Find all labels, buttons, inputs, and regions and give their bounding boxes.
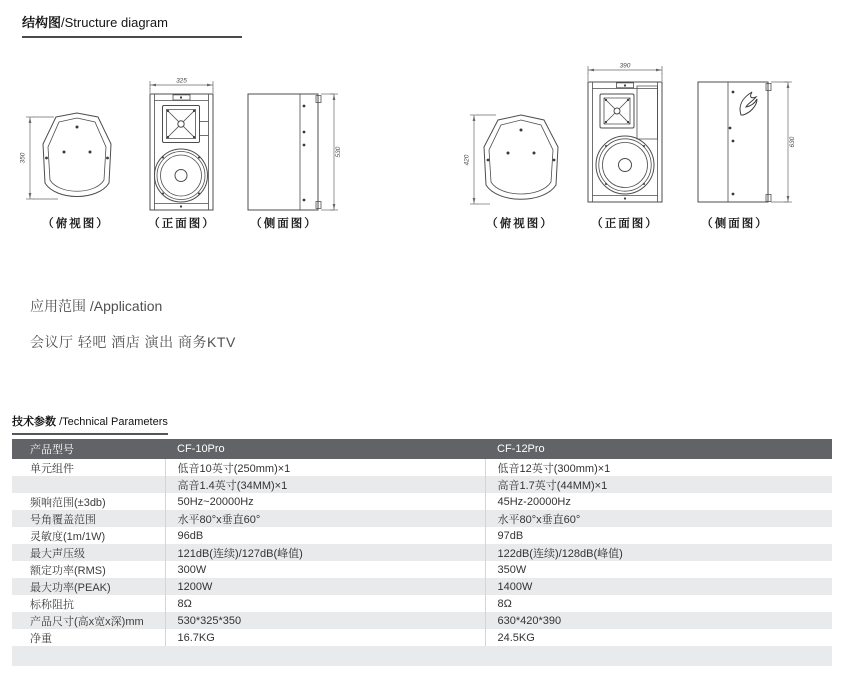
speaker1-front-dim-label: 325	[176, 77, 187, 85]
param-label-cell: 最大功率(PEAK)	[12, 578, 165, 595]
speaker1-top-dim	[26, 117, 58, 199]
speaker2-front-dim-label: 390	[619, 62, 631, 70]
param-label-cell: 额定功率(RMS)	[12, 561, 165, 578]
speaker2-woofer	[596, 84, 654, 199]
cf12-value-cell: 122dB(连续)/128dB(峰值)	[485, 544, 832, 561]
table-row	[12, 544, 832, 561]
table-row	[12, 595, 832, 612]
speaker2-top-dim	[470, 115, 496, 204]
tech-title-zh: 技术参数	[12, 416, 56, 428]
footer-empty-cell	[12, 646, 832, 666]
tech-title-en: /Technical Parameters	[59, 416, 168, 428]
speaker1-side-dim-label: 530	[335, 146, 342, 158]
cf12-value-cell: 8Ω	[485, 595, 832, 612]
speaker1-top-view-caption: （俯视图）	[42, 218, 110, 230]
speaker1-front-view	[150, 78, 213, 211]
structure-title-zh: 结构图	[22, 15, 62, 30]
tech-params-section-title	[12, 413, 168, 435]
cf10-value-cell: 低音10英寸(250mm)×1	[165, 459, 485, 476]
speaker1-side-view-caption: （侧面图）	[250, 218, 318, 230]
param-label-cell	[12, 476, 165, 493]
table-row	[12, 493, 832, 510]
structure-title-en: /Structure diagram	[61, 15, 168, 30]
cf10-value-cell: 50Hz~20000Hz	[165, 493, 485, 510]
brand-logo-mark	[740, 92, 757, 115]
table-footer-band	[12, 646, 832, 666]
speaker2-front-view-caption: （正面图）	[591, 218, 659, 230]
cf12-value-cell: 低音12英寸(300mm)×1	[485, 459, 832, 476]
structure-section-title	[22, 12, 242, 38]
cf12-value-cell: 350W	[485, 561, 832, 578]
cf10-value-cell: 1200W	[165, 578, 485, 595]
table-row	[12, 459, 832, 476]
param-label-cell: 单元组件	[12, 459, 165, 476]
table-row	[12, 527, 832, 544]
table-row	[12, 612, 832, 629]
speaker2-side-dim-label: 630	[789, 136, 796, 148]
cf12-value-cell: 45Hz-20000Hz	[485, 493, 832, 510]
cf12-value-cell: 高音1.7英寸(44MM)×1	[485, 476, 832, 493]
param-label-cell: 灵敏度(1m/1W)	[12, 527, 165, 544]
cf12-value-cell: 630*420*390	[485, 612, 832, 629]
speaker2-front-view	[588, 63, 662, 203]
cf10-value-cell: 96dB	[165, 527, 485, 544]
header-param-name: 产品型号	[12, 439, 165, 459]
speaker2-side-view-caption: （侧面图）	[701, 218, 769, 230]
speaker2-top-dim-label: 420	[463, 154, 471, 166]
cf12-value-cell: 1400W	[485, 578, 832, 595]
speaker2-horn	[600, 94, 634, 128]
cf10-value-cell: 高音1.4英寸(34MM)×1	[165, 476, 485, 493]
param-label-cell: 频响范围(±3db)	[12, 493, 165, 510]
table-row	[12, 510, 832, 527]
header-model-cf10: CF-10Pro	[165, 439, 485, 459]
speaker2-side-view	[698, 82, 796, 202]
table-row	[12, 629, 832, 646]
param-label-cell: 号角覆盖范围	[12, 510, 165, 527]
tech-params-table	[12, 439, 832, 666]
param-label-cell: 标称阻抗	[12, 595, 165, 612]
cf12-value-cell: 97dB	[485, 527, 832, 544]
cf10-value-cell: 300W	[165, 561, 485, 578]
param-label-cell: 产品尺寸(高x宽x深)mm	[12, 612, 165, 629]
table-row	[12, 578, 832, 595]
table-header-row	[12, 439, 832, 459]
cf10-value-cell: 530*325*350	[165, 612, 485, 629]
table-row	[12, 561, 832, 578]
cf10-value-cell: 水平80°x垂直60°	[165, 510, 485, 527]
speaker2-top-view-caption: （俯视图）	[486, 218, 554, 230]
cf10-value-cell: 8Ω	[165, 595, 485, 612]
application-content: 会议厅 轻吧 酒店 演出 商务KTV	[30, 334, 236, 350]
cf10-value-cell: 121dB(连续)/127dB(峰值)	[165, 544, 485, 561]
cf10-value-cell: 16.7KG	[165, 629, 485, 646]
cf12-value-cell: 水平80°x垂直60°	[485, 510, 832, 527]
cf12-value-cell: 24.5KG	[485, 629, 832, 646]
header-model-cf12: CF-12Pro	[485, 439, 832, 459]
application-section-title: 应用范围 /Application	[30, 298, 163, 314]
speaker1-horn	[163, 106, 209, 143]
speaker2-top-view	[464, 115, 559, 204]
param-label-cell: 最大声压级	[12, 544, 165, 561]
param-label-cell: 净重	[12, 629, 165, 646]
table-row	[12, 476, 832, 493]
speaker1-top-dim-label: 350	[19, 152, 27, 164]
speaker1-top-view	[20, 113, 112, 199]
speaker1-front-view-caption: （正面图）	[148, 218, 216, 230]
speaker1-side-view	[248, 94, 342, 210]
